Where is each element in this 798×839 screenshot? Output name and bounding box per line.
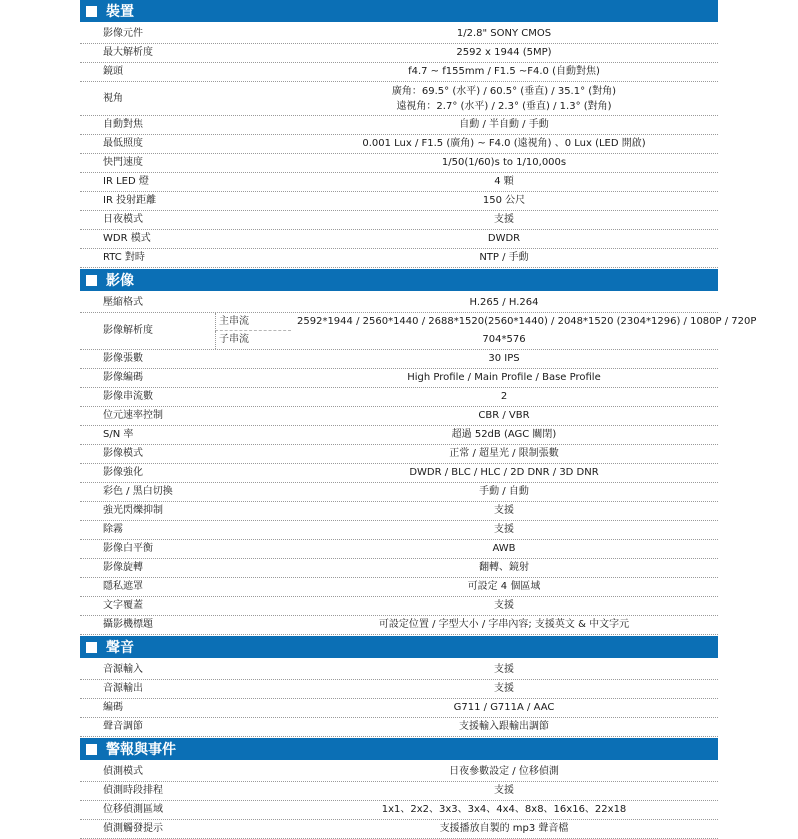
spec-row [80,616,718,635]
spec-label: 影像強化 [103,467,143,478]
spec-value: G711 / G711A / AAC [453,702,555,713]
spec-row [80,154,718,173]
spec-label: 壓縮格式 [103,297,143,308]
section-title: 裝置 [106,4,134,20]
spec-row [80,782,718,801]
spec-value: 2 [500,391,508,402]
spec-label: 聲音調節 [103,721,143,732]
spec-label: 最大解析度 [103,47,153,58]
spec-row [80,661,718,680]
spec-label: WDR 模式 [103,233,151,244]
spec-value: DWDR [487,233,521,244]
spec-label: IR LED 燈 [103,176,149,187]
spec-value: 支援 [494,214,514,225]
section-title: 聲音 [106,640,134,656]
square-bullet-icon [86,744,97,755]
spec-value: 支援 [494,524,514,535]
spec-row [80,173,718,192]
spec-label: 影像白平衡 [103,543,153,554]
spec-value: 可設定位置 / 字型大小 / 字串內容; 支援英文 & 中文字元 [378,619,630,630]
spec-value: f4.7 ~ f155mm / F1.5 ~F4.0 (自動對焦) [408,66,600,77]
spec-row [80,680,718,699]
spec-row [80,502,718,521]
spec-label: 編碼 [103,702,123,713]
stream-value: 704*576 [482,334,526,345]
spec-label: 影像解析度 [103,325,153,336]
stream-label: 主串流 [215,313,291,331]
spec-row [80,135,718,154]
spec-label: 音源輸入 [103,664,143,675]
spec-label: 影像張數 [103,353,143,364]
spec-label: 音源輸出 [103,683,143,694]
spec-label: 攝影機標題 [103,619,153,630]
section-title: 警報與事件 [106,742,176,758]
spec-row [80,540,718,559]
spec-row [80,63,718,82]
spec-value: 日夜參數設定 / 位移偵測 [449,766,559,777]
spec-value: 0.001 Lux / F1.5 (廣角) ~ F4.0 (遠視角) 、0 Lux (LED 開啟) [362,138,646,149]
spec-value: 支援 [494,664,514,675]
spec-row [80,249,718,268]
spec-label: 位移偵測區域 [103,804,163,815]
square-bullet-icon [86,6,97,17]
spec-value: 正常 / 超星光 / 限制張數 [449,448,559,459]
spec-label: 最低照度 [103,138,143,149]
spec-label: RTC 對時 [103,252,145,263]
spec-value-line: 廣角：69.5° (水平) / 60.5° (垂直) / 35.1° (對角) [391,86,617,97]
spec-value: 支援 [494,785,514,796]
spec-value: High Profile / Main Profile / Base Profile [407,372,601,383]
spec-value: 1/2.8" SONY CMOS [456,28,552,39]
spec-label: 快門速度 [103,157,143,168]
spec-label: IR 投射距離 [103,195,157,206]
square-bullet-icon [86,275,97,286]
spec-row [80,388,718,407]
spec-row [80,426,718,445]
spec-value: 支援 [494,505,514,516]
spec-value: 1/50(1/60)s to 1/10,000s [441,157,567,168]
spec-value-line: 遠視角：2.7° (水平) / 2.3° (垂直) / 1.3° (對角) [396,101,612,112]
spec-row [80,211,718,230]
section-header [80,738,718,760]
spec-label: 文字覆蓋 [103,600,143,611]
spec-label: 影像串流數 [103,391,153,402]
spec-label: 位元速率控制 [103,410,163,421]
spec-row [80,718,718,737]
spec-row [80,82,718,116]
spec-label: 隱私遮罩 [103,581,143,592]
spec-value: 支援 [494,600,514,611]
spec-value: 2592 x 1944 (5MP) [456,47,552,58]
spec-label: 鏡頭 [103,66,123,77]
spec-row [80,230,718,249]
spec-label: 偵測模式 [103,766,143,777]
spec-value: 支援播放自製的 mp3 聲音檔 [439,823,569,834]
spec-row [80,483,718,502]
spec-value: NTP / 手動 [479,252,529,263]
spec-row [80,445,718,464]
spec-row [80,801,718,820]
spec-value [290,84,718,114]
spec-label: 除霧 [103,524,123,535]
spec-label: 影像模式 [103,448,143,459]
spec-label: S/N 率 [103,429,134,440]
spec-value: 支援 [494,683,514,694]
stream-value: 2592*1944 / 2560*1440 / 2688*1520(2560*1440) / 2048*1520 (2304*1296) / 1080P / 720P [297,316,757,327]
spec-row [80,192,718,211]
spec-label: 強光閃爍抑制 [103,505,163,516]
spec-label: 影像旋轉 [103,562,143,573]
spec-row [80,763,718,782]
stream-label: 子串流 [215,331,291,349]
spec-value: 150 公尺 [482,195,526,206]
section-header [80,269,718,291]
spec-label: 影像編碼 [103,372,143,383]
section-title: 影像 [106,273,134,289]
spec-value: 超過 52dB (AGC 關閉) [451,429,557,440]
spec-value: 可設定 4 個區域 [467,581,541,592]
spec-value: H.265 / H.264 [469,297,539,308]
spec-row [80,820,718,839]
spec-value: 30 IPS [488,353,520,364]
spec-row [80,578,718,597]
spec-row [80,116,718,135]
spec-row [80,294,718,313]
spec-label: 日夜模式 [103,214,143,225]
spec-row [80,464,718,483]
spec-row [80,313,757,350]
spec-row [80,350,718,369]
square-bullet-icon [86,642,97,653]
spec-label: 影像元件 [103,28,143,39]
spec-value: 自動 / 半自動 / 手動 [459,119,549,130]
spec-value: AWB [492,543,516,554]
spec-row [80,699,718,718]
spec-label: 彩色 / 黑白切換 [103,486,173,497]
spec-row [80,597,718,616]
spec-value: 手動 / 自動 [479,486,529,497]
section-header [80,0,718,22]
spec-row [80,369,718,388]
spec-row [80,44,718,63]
spec-row [80,559,718,578]
spec-row [80,25,718,44]
spec-row [80,407,718,426]
spec-value: 1x1、2x2、3x3、3x4、4x4、8x8、16x16、22x18 [381,804,627,815]
spec-label: 自動對焦 [103,119,143,130]
spec-row [80,521,718,540]
section-header [80,636,718,658]
spec-label: 視角 [103,92,123,104]
spec-label: 偵測觸發提示 [103,823,163,834]
spec-value: CBR / VBR [478,410,530,421]
spec-value: 4 顆 [494,176,514,187]
spec-value: 翻轉、鏡射 [479,562,529,573]
spec-value: DWDR / BLC / HLC / 2D DNR / 3D DNR [409,467,599,478]
spec-label: 偵測時段排程 [103,785,163,796]
spec-value: 支援輸入跟輸出調節 [459,721,549,732]
